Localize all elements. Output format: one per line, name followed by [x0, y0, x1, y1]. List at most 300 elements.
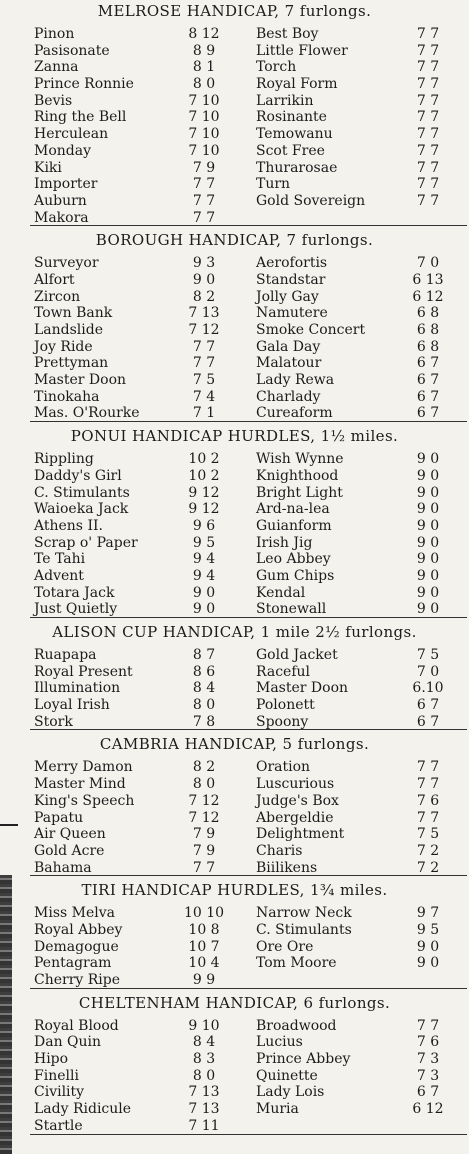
entry-row [0, 939, 469, 956]
horse-weight-left: 8 9 [192, 42, 216, 59]
horse-weight-right: 9 7 [416, 905, 440, 922]
horse-name-left: Joy Ride [34, 338, 93, 355]
entry-row [0, 1018, 469, 1035]
horse-name-left: Just Quietly [34, 601, 118, 618]
horse-weight-left: 9 10 [188, 1017, 220, 1034]
section-divider [30, 1134, 467, 1135]
horse-weight-left: 7 9 [192, 842, 216, 859]
entry-row [0, 1034, 469, 1051]
race-title: CAMBRIA HANDICAP, 5 furlongs. [99, 735, 370, 754]
entries-list [0, 447, 469, 618]
horse-name-right: Namutere [256, 305, 328, 322]
horse-name-left: Scrap o' Paper [34, 534, 138, 551]
race-title: ALISON CUP HANDICAP, 1 mile 2½ furlongs. [52, 623, 417, 641]
race-section [0, 992, 469, 1135]
horse-weight-right: 7 3 [416, 1051, 440, 1068]
entry-row [0, 680, 469, 697]
horse-name-right: Raceful [256, 663, 311, 680]
race-section [0, 229, 469, 422]
race-section [0, 733, 469, 876]
horse-name-left: Makora [34, 209, 89, 226]
horse-name-right: Malatour [256, 355, 322, 372]
horse-weight-right: 7 7 [416, 759, 440, 776]
margin-rule [0, 824, 18, 826]
horse-weight-right: 9 0 [416, 567, 440, 584]
horse-weight-right: 9 0 [416, 467, 440, 484]
horse-name-right: Rosinante [256, 109, 327, 126]
horse-weight-left: 9 12 [188, 501, 220, 518]
horse-weight-left: 7 7 [192, 338, 216, 355]
horse-weight-right: 7 7 [416, 26, 440, 42]
horse-weight-right: 7 2 [416, 842, 440, 859]
horse-weight-right: 6 8 [416, 338, 440, 355]
horse-name-left: Loyal Irish [34, 697, 110, 714]
horse-name-right: Tom Moore [256, 955, 337, 972]
horse-weight-left: 8 0 [192, 697, 216, 714]
horse-weight-left: 9 12 [188, 484, 220, 501]
horse-name-left: Master Mind [34, 776, 126, 793]
horse-name-left: Demagogue [34, 938, 119, 955]
horse-name-right: C. Stimulants [256, 921, 352, 938]
entry-row [0, 697, 469, 714]
horse-name-left: Royal Blood [34, 1017, 119, 1034]
horse-weight-right: 7 7 [416, 159, 440, 176]
entry-row [0, 255, 469, 272]
horse-weight-left: 7 8 [192, 713, 216, 730]
entries-list [0, 22, 469, 226]
horse-weight-right: 6 7 [416, 372, 440, 389]
horse-name-left: Totara Jack [34, 584, 115, 601]
horse-name-left: Air Queen [34, 826, 106, 843]
horse-name-right: Prince Abbey [256, 1051, 351, 1068]
horse-name-right: Ard-na-lea [256, 501, 330, 518]
horse-weight-right: 7 7 [416, 142, 440, 159]
horse-name-right: Leo Abbey [256, 551, 331, 568]
horse-name-left: Herculean [34, 126, 109, 143]
horse-weight-right: 7 6 [416, 792, 440, 809]
entries-list [0, 901, 469, 988]
race-title: BOROUGH HANDICAP, 7 furlongs. [95, 231, 374, 250]
horse-weight-right: 7 7 [416, 176, 440, 193]
horse-weight-left: 7 1 [192, 405, 216, 422]
race-section [0, 621, 469, 730]
horse-weight-left: 9 4 [192, 567, 216, 584]
horse-weight-left: 8 0 [192, 1067, 216, 1084]
horse-name-right: Royal Form [256, 76, 338, 93]
horse-weight-left: 8 4 [192, 1034, 216, 1051]
entry-row [0, 1068, 469, 1085]
horse-name-left: Merry Damon [34, 759, 133, 776]
horse-name-right: Charlady [256, 388, 321, 405]
entry-row [0, 843, 469, 860]
horse-weight-left: 7 4 [192, 388, 216, 405]
horse-weight-left: 7 7 [192, 859, 216, 876]
horse-name-left: Papatu [34, 809, 84, 826]
horse-name-right: Master Doon [256, 680, 349, 697]
horse-weight-right: 9 0 [416, 501, 440, 518]
horse-name-left: Te Tahi [34, 551, 86, 568]
horse-weight-right: 7 6 [416, 1034, 440, 1051]
race-title: CHELTENHAM HANDICAP, 6 furlongs. [78, 993, 391, 1012]
horse-name-left: Dan Quin [34, 1034, 102, 1051]
horse-name-right: Little Flower [256, 42, 348, 59]
horse-weight-right: 7 3 [416, 1067, 440, 1084]
entry-row [0, 451, 469, 468]
horse-name-left: Master Doon [34, 372, 127, 389]
horse-name-left: Ruapapa [34, 647, 97, 663]
horse-name-right: Bright Light [256, 484, 343, 501]
entry-row [0, 793, 469, 810]
horse-name-left: C. Stimulants [34, 484, 130, 501]
horse-weight-right: 9 0 [416, 551, 440, 568]
entry-row [0, 1051, 469, 1068]
horse-name-left: Lady Ridicule [34, 1101, 132, 1118]
horse-name-left: Cherry Ripe [34, 972, 121, 988]
entry-row [0, 647, 469, 664]
horse-name-left: Pentagram [34, 955, 112, 972]
horse-name-left: Town Bank [34, 305, 113, 322]
horse-weight-left: 7 11 [188, 1117, 220, 1134]
horse-weight-left: 8 1 [192, 59, 216, 76]
horse-name-left: Bahama [34, 859, 92, 876]
entry-row [0, 501, 469, 518]
horse-weight-left: 8 0 [192, 776, 216, 793]
horse-name-right: Larrikin [256, 92, 314, 109]
horse-weight-right: 9 0 [416, 484, 440, 501]
horse-name-right: Biilikens [256, 859, 318, 876]
entries-list [0, 643, 469, 730]
horse-weight-left: 8 6 [192, 663, 216, 680]
horse-name-right: Quinette [256, 1067, 318, 1084]
horse-weight-left: 8 7 [192, 647, 216, 663]
race-title: TIRI HANDICAP HURDLES, 1¾ miles. [81, 881, 388, 900]
horse-weight-right: 6 13 [412, 271, 444, 288]
horse-weight-left: 7 5 [192, 372, 216, 389]
horse-weight-right: 9 5 [416, 921, 440, 938]
entry-row [0, 305, 469, 322]
horse-weight-right: 7 7 [416, 1017, 440, 1034]
entry-row [0, 339, 469, 356]
horse-weight-right: 9 0 [416, 517, 440, 534]
entry-row [0, 372, 469, 389]
horse-weight-left: 8 12 [188, 26, 220, 42]
horse-weight-right: 7 7 [416, 126, 440, 143]
horse-weight-left: 7 13 [188, 305, 220, 322]
horse-weight-right: 7 5 [416, 826, 440, 843]
horse-weight-left: 7 12 [188, 322, 220, 338]
horse-name-left: Ring the Bell [34, 109, 127, 126]
horse-name-right: Abergeldie [256, 809, 334, 826]
horse-name-left: Daddy's Girl [34, 467, 122, 484]
horse-name-right: Guianform [256, 517, 332, 534]
entries-list [0, 251, 469, 422]
horse-name-right: Scot Free [256, 142, 325, 159]
entry-row [0, 860, 469, 877]
horse-weight-left: 7 9 [192, 826, 216, 843]
entries-list [0, 755, 469, 876]
entry-row [0, 143, 469, 160]
horse-name-right: Judge's Box [256, 792, 339, 809]
race-section [0, 425, 469, 618]
horse-name-left: Royal Present [34, 663, 133, 680]
horse-name-left: Finelli [34, 1067, 79, 1084]
section-divider [30, 875, 467, 876]
horse-weight-left: 7 13 [188, 1101, 220, 1118]
horse-name-right: Thurarosae [256, 159, 338, 176]
horse-weight-left: 7 7 [192, 209, 216, 226]
horse-name-right: Delightment [256, 826, 345, 843]
horse-name-left: Landslide [34, 322, 104, 338]
horse-weight-left: 7 10 [188, 109, 220, 126]
horse-weight-left: 10 4 [188, 955, 220, 972]
horse-name-left: Prettyman [34, 355, 109, 372]
entry-row [0, 535, 469, 552]
horse-weight-left: 9 0 [192, 584, 216, 601]
horse-weight-right: 6 12 [412, 288, 444, 305]
horse-name-right: Kendal [256, 584, 306, 601]
horse-weight-right: 7 7 [416, 776, 440, 793]
horse-weight-right: 7 7 [416, 109, 440, 126]
entry-row [0, 1118, 469, 1135]
horse-name-right: Lucius [256, 1034, 303, 1051]
horse-weight-right: 7 7 [416, 809, 440, 826]
horse-name-left: Stork [34, 713, 73, 730]
horse-name-left: Importer [34, 176, 98, 193]
horse-weight-right: 7 0 [416, 663, 440, 680]
horse-name-right: Stonewall [256, 601, 327, 618]
horse-name-left: Advent [34, 567, 84, 584]
horse-name-left: Gold Acre [34, 842, 105, 859]
horse-name-right: Charis [256, 842, 303, 859]
horse-weight-left: 8 3 [192, 1051, 216, 1068]
entry-row [0, 776, 469, 793]
entry-row [0, 59, 469, 76]
horse-name-right: Gold Jacket [256, 647, 338, 663]
horse-weight-right: 9 0 [416, 955, 440, 972]
horse-weight-right: 7 7 [416, 42, 440, 59]
entry-row [0, 601, 469, 618]
horse-name-right: Irish Jig [256, 534, 313, 551]
horse-weight-left: 7 13 [188, 1084, 220, 1101]
horse-weight-left: 7 7 [192, 176, 216, 193]
entry-row [0, 568, 469, 585]
entry-row [0, 1101, 469, 1118]
race-section [0, 879, 469, 988]
section-divider [30, 988, 467, 989]
horse-name-left: Alfort [34, 271, 75, 288]
entry-row [0, 551, 469, 568]
horse-weight-right: 7 7 [416, 76, 440, 93]
horse-weight-right: 6 7 [416, 388, 440, 405]
entry-row [0, 905, 469, 922]
horse-name-right: Gala Day [256, 338, 321, 355]
entry-row [0, 468, 469, 485]
horse-weight-left: 10 10 [183, 905, 225, 922]
horse-weight-left: 9 3 [192, 255, 216, 272]
horse-weight-right: 7 2 [416, 859, 440, 876]
horse-name-right: Best Boy [256, 26, 319, 42]
section-divider [30, 617, 467, 618]
horse-weight-right: 9 0 [416, 451, 440, 468]
section-divider [30, 729, 467, 730]
race-title: MELROSE HANDICAP, 7 furlongs. [97, 2, 372, 20]
horse-name-left: Illumination [34, 680, 121, 697]
entry-row [0, 972, 469, 989]
horse-name-left: Kiki [34, 159, 62, 176]
horse-name-left: Pinon [34, 26, 75, 42]
horse-weight-left: 10 2 [188, 451, 220, 468]
horse-weight-left: 9 0 [192, 601, 216, 618]
entry-row [0, 193, 469, 210]
section-divider [30, 421, 467, 422]
horse-weight-right: 9 0 [416, 601, 440, 618]
horse-name-right: Oration [256, 759, 311, 776]
horse-name-left: Surveyor [34, 255, 99, 272]
horse-name-left: Prince Ronnie [34, 76, 134, 93]
horse-weight-right: 6 8 [416, 322, 440, 338]
horse-name-left: Rippling [34, 451, 94, 468]
entry-row [0, 826, 469, 843]
horse-name-right: Smoke Concert [256, 322, 366, 338]
horse-weight-left: 7 12 [188, 792, 220, 809]
horse-name-right: Torch [256, 59, 297, 76]
horse-name-left: Bevis [34, 92, 73, 109]
entries-list [0, 1014, 469, 1135]
entry-row [0, 1084, 469, 1101]
entry-row [0, 405, 469, 422]
horse-weight-right: 9 0 [416, 938, 440, 955]
entry-row [0, 210, 469, 227]
horse-name-right: Knighthood [256, 467, 339, 484]
horse-name-left: Civility [34, 1084, 85, 1101]
horse-name-right: Cureaform [256, 405, 333, 422]
race-title: PONUI HANDICAP HURDLES, 1½ miles. [70, 427, 399, 446]
entry-row [0, 585, 469, 602]
horse-name-right: Lady Rewa [256, 372, 335, 389]
entry-row [0, 714, 469, 731]
entry-row [0, 126, 469, 143]
horse-name-right: Luscurious [256, 776, 335, 793]
horse-name-left: King's Speech [34, 792, 135, 809]
entry-row [0, 272, 469, 289]
entry-row [0, 518, 469, 535]
entry-row [0, 93, 469, 110]
horse-name-right: Muria [256, 1101, 299, 1118]
horse-weight-left: 7 7 [192, 355, 216, 372]
horse-name-right: Spoony [256, 713, 309, 730]
horse-weight-right: 7 0 [416, 255, 440, 272]
horse-weight-right: 6 12 [412, 1101, 444, 1118]
horse-name-left: Miss Melva [34, 905, 115, 922]
horse-name-right: Broadwood [256, 1017, 337, 1034]
horse-weight-right: 6 7 [416, 405, 440, 422]
horse-weight-right: 7 7 [416, 59, 440, 76]
horse-weight-left: 9 0 [192, 271, 216, 288]
horse-name-right: Wish Wynne [256, 451, 344, 468]
horse-name-left: Zircon [34, 288, 81, 305]
entry-row [0, 43, 469, 60]
race-section [0, 0, 469, 226]
section-divider [30, 225, 467, 226]
horse-name-left: Zanna [34, 59, 79, 76]
horse-weight-left: 10 2 [188, 467, 220, 484]
horse-name-left: Athens II. [34, 517, 103, 534]
entry-row [0, 176, 469, 193]
horse-weight-right: 7 7 [416, 192, 440, 209]
horse-weight-left: 9 6 [192, 517, 216, 534]
horse-name-right: Standstar [256, 271, 326, 288]
horse-name-right: Jolly Gay [256, 288, 319, 305]
entry-row [0, 355, 469, 372]
horse-weight-left: 7 9 [192, 159, 216, 176]
horse-weight-left: 7 7 [192, 192, 216, 209]
entry-row [0, 485, 469, 502]
horse-weight-left: 8 2 [192, 759, 216, 776]
horse-name-left: Monday [34, 142, 91, 159]
horse-name-left: Waioeka Jack [34, 501, 129, 518]
horse-weight-right: 6.10 [412, 680, 444, 697]
horse-weight-right: 6 7 [416, 1084, 440, 1101]
horse-weight-left: 10 7 [188, 938, 220, 955]
entry-row [0, 76, 469, 93]
entry-row [0, 759, 469, 776]
horse-name-right: Gold Sovereign [256, 192, 366, 209]
torn-page-edge [0, 875, 12, 1154]
horse-weight-left: 8 2 [192, 288, 216, 305]
horse-weight-right: 6 7 [416, 713, 440, 730]
horse-name-left: Pasisonate [34, 42, 110, 59]
entry-row [0, 26, 469, 43]
horse-name-right: Gum Chips [256, 567, 335, 584]
horse-name-left: Startle [34, 1117, 83, 1134]
horse-weight-left: 9 9 [192, 972, 216, 988]
horse-name-right: Narrow Neck [256, 905, 352, 922]
horse-name-right: Temowanu [256, 126, 333, 143]
horse-name-left: Royal Abbey [34, 921, 123, 938]
entry-row [0, 289, 469, 306]
horse-name-left: Auburn [34, 192, 87, 209]
horse-weight-right: 7 5 [416, 647, 440, 663]
horse-name-right: Ore Ore [256, 938, 314, 955]
horse-weight-left: 7 10 [188, 92, 220, 109]
horse-weight-left: 7 10 [188, 126, 220, 143]
horse-weight-left: 9 4 [192, 551, 216, 568]
entry-row [0, 955, 469, 972]
entry-row [0, 389, 469, 406]
horse-weight-right: 9 0 [416, 584, 440, 601]
horse-weight-left: 7 12 [188, 809, 220, 826]
horse-weight-left: 8 4 [192, 680, 216, 697]
horse-weight-left: 10 8 [188, 921, 220, 938]
entry-row [0, 160, 469, 177]
entry-row [0, 664, 469, 681]
horse-name-right: Turn [256, 176, 291, 193]
entry-row [0, 810, 469, 827]
horse-name-right: Polonett [256, 697, 315, 714]
horse-name-right: Aerofortis [256, 255, 328, 272]
entry-row [0, 922, 469, 939]
horse-name-right: Lady Lois [256, 1084, 325, 1101]
horse-weight-right: 9 0 [416, 534, 440, 551]
horse-weight-left: 9 5 [192, 534, 216, 551]
horse-weight-right: 6 7 [416, 355, 440, 372]
horse-weight-left: 7 10 [188, 142, 220, 159]
horse-name-left: Tinokaha [34, 388, 100, 405]
horse-weight-right: 7 7 [416, 92, 440, 109]
horse-weight-right: 6 8 [416, 305, 440, 322]
entry-row [0, 322, 469, 339]
horse-weight-left: 8 0 [192, 76, 216, 93]
